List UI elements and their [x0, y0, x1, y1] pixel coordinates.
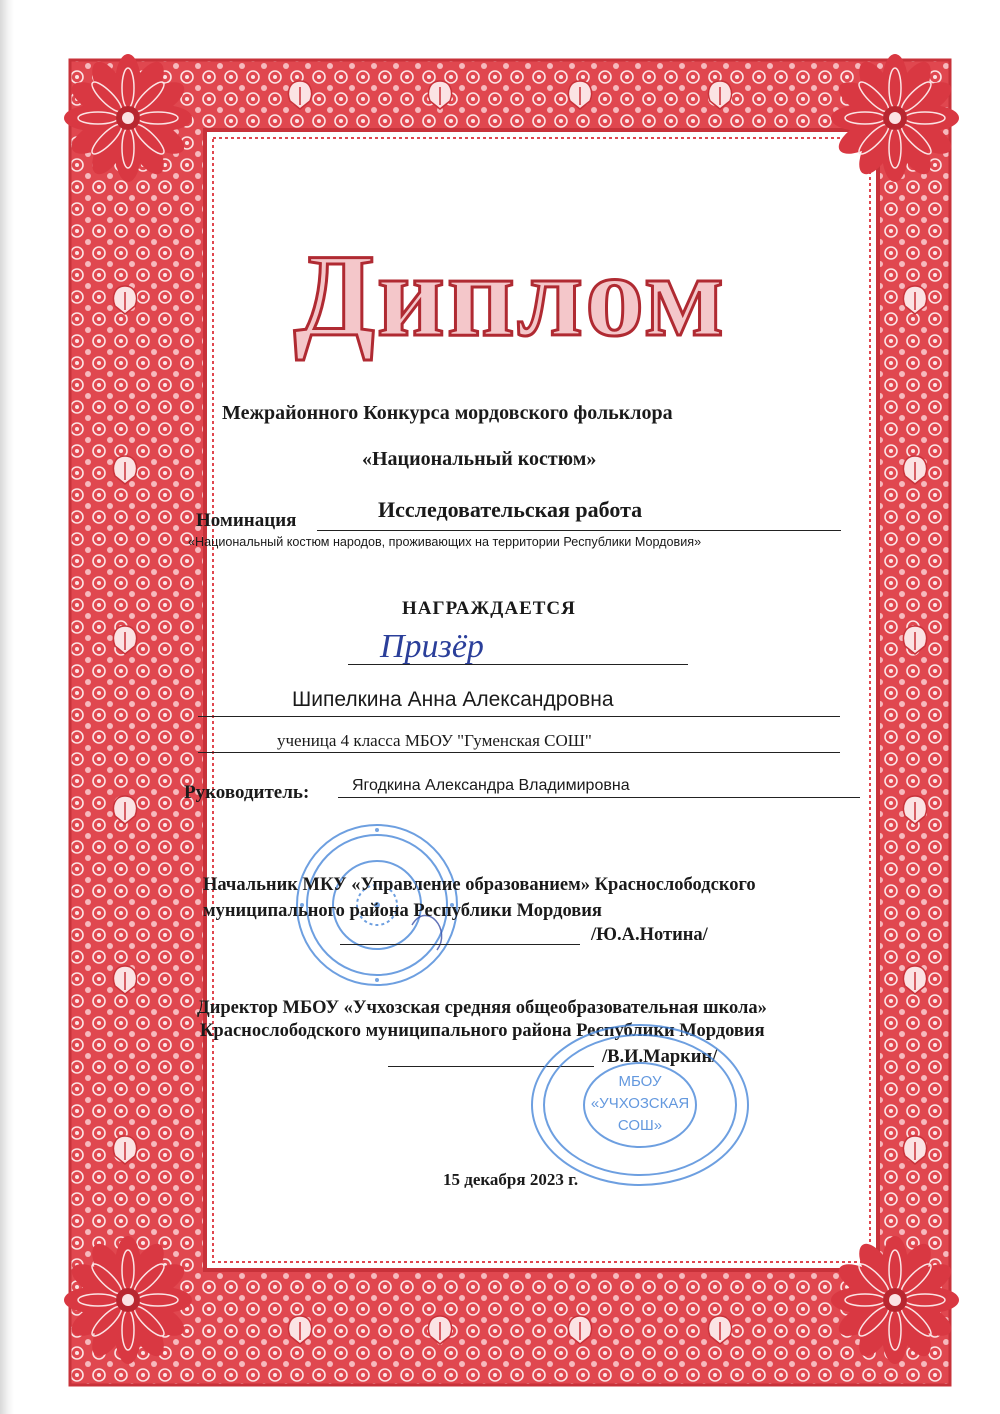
- award-place-handwritten: Призёр: [380, 628, 484, 665]
- signatory1-title-line2: муниципального района Республики Мордовия: [203, 901, 602, 921]
- recipient-details: ученица 4 класса МБОУ "Гуменская СОШ": [277, 731, 592, 750]
- details-underline: [198, 752, 840, 753]
- contest-name: «Национальный костюм»: [362, 448, 597, 470]
- nomination-topic: «Национальный костюм народов, проживающих на территории Республики Мордовия»: [188, 535, 702, 549]
- stamp-text-2: «УЧХОЗСКАЯ: [590, 1095, 690, 1112]
- award-date: 15 декабря 2023 г.: [443, 1170, 579, 1189]
- nomination-label: Номинация: [196, 510, 297, 531]
- awarded-label: НАГРАЖДАЕТСЯ: [402, 598, 576, 619]
- recipient-underline: [198, 716, 840, 717]
- nomination-value: Исследовательская работа: [378, 497, 643, 522]
- signatory2-title-line2: Краснослободского муниципального района Республики Мордовия: [200, 1021, 765, 1041]
- signatory2-name: /В.И.Маркин/: [602, 1047, 718, 1067]
- supervisor-underline: [338, 797, 860, 798]
- signatory1-name: /Ю.А.Нотина/: [591, 925, 708, 945]
- signatory1-signature-line: [340, 944, 580, 945]
- nomination-underline: [317, 530, 841, 531]
- stamp-text-3: СОШ»: [617, 1117, 663, 1134]
- svg-text:Диплом: Диплом: [293, 230, 727, 361]
- signatory2-title-line1: Директор МБОУ «Учхозская средняя общеобразовательная школа»: [197, 998, 767, 1018]
- recipient-name: Шипелкина Анна Александровна: [292, 688, 614, 711]
- supervisor-label: Руководитель:: [184, 782, 310, 803]
- stamp-text-1: МБОУ: [618, 1073, 662, 1090]
- contest-line: Межрайонного Конкурса мордовского фольклора: [222, 402, 673, 424]
- diploma-title: [270, 225, 750, 365]
- school-stamp: [525, 1020, 755, 1190]
- signatory1-title-line1: Начальник МКУ «Управление образованием» Краснослободского: [203, 875, 756, 895]
- supervisor-name: Ягодкина Александра Владимировна: [352, 777, 630, 794]
